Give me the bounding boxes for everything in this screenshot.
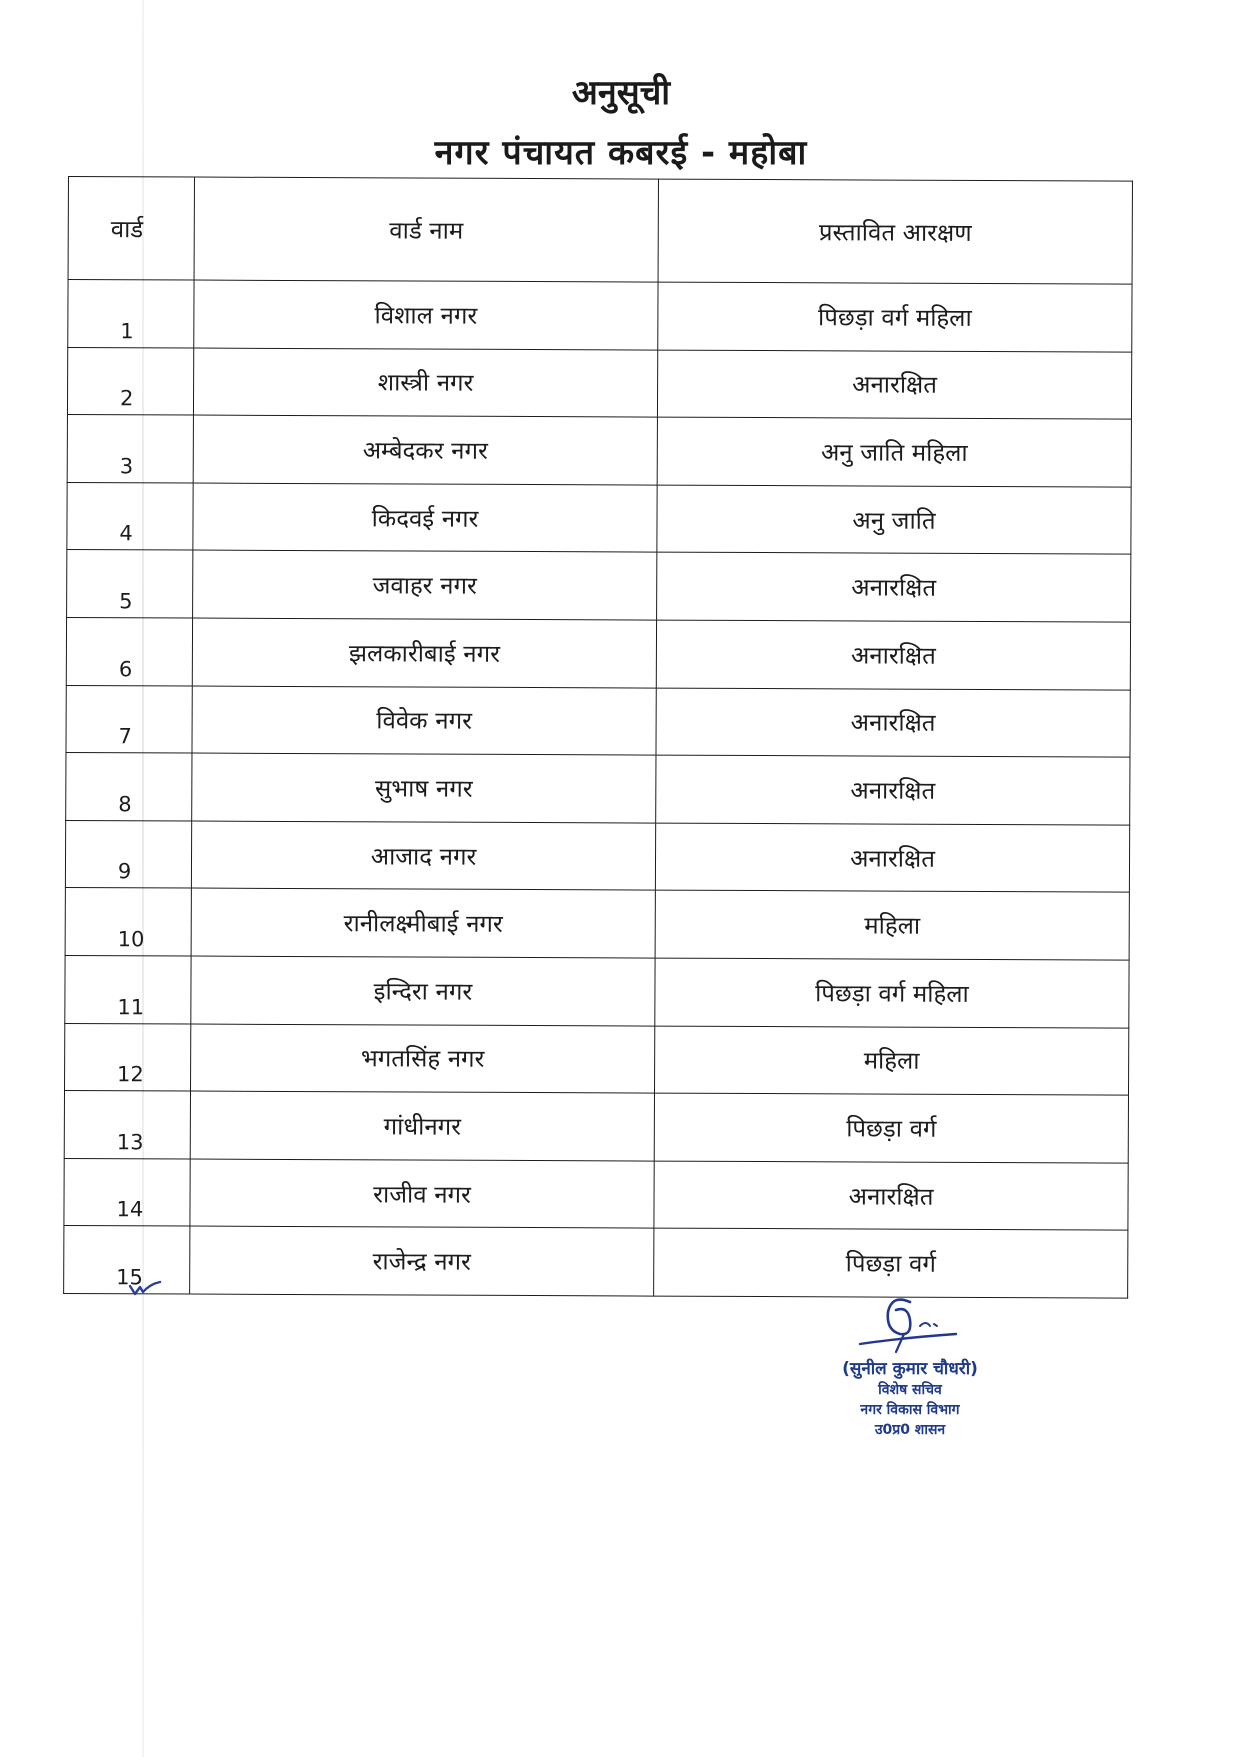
ward-reservation: महिला bbox=[655, 1026, 1129, 1096]
ward-number: 15 bbox=[64, 1226, 190, 1294]
ward-name: गांधीनगर bbox=[190, 1091, 654, 1161]
ward-reservation: अनु जाति bbox=[657, 485, 1131, 555]
ward-name: झलकारीबाई नगर bbox=[192, 618, 656, 688]
ward-reservation: पिछड़ा वर्ग bbox=[654, 1093, 1128, 1163]
table-row bbox=[67, 347, 1131, 419]
ward-name: राजेन्द्र नगर bbox=[190, 1226, 654, 1296]
table-row bbox=[67, 482, 1131, 554]
ward-reservation: अनारक्षित bbox=[657, 350, 1131, 420]
ward-reservation: अनारक्षित bbox=[656, 688, 1130, 758]
table-row bbox=[64, 1158, 1128, 1230]
table-row bbox=[66, 685, 1130, 757]
ward-reservation: पिछड़ा वर्ग bbox=[654, 1228, 1128, 1298]
ward-name: शास्त्री नगर bbox=[193, 348, 657, 418]
header-ward: वार्ड bbox=[68, 177, 194, 281]
table-row bbox=[66, 753, 1130, 825]
reservation-table bbox=[63, 176, 1133, 1299]
ward-number: 2 bbox=[67, 347, 193, 415]
ward-name: आजाद नगर bbox=[191, 821, 655, 891]
table-row bbox=[67, 550, 1131, 622]
table-row bbox=[65, 888, 1129, 960]
ward-name: इन्दिरा नगर bbox=[191, 956, 655, 1026]
signature-icon bbox=[800, 1290, 1020, 1360]
ward-number: 4 bbox=[67, 482, 193, 550]
ward-number: 5 bbox=[67, 550, 193, 618]
signatory-government: उ0प्र0 शासन bbox=[874, 1422, 946, 1438]
ward-reservation: अनारक्षित bbox=[657, 552, 1131, 622]
tick-mark-icon bbox=[128, 1278, 162, 1300]
table-row bbox=[64, 1091, 1128, 1163]
ward-reservation: अनारक्षित bbox=[656, 755, 1130, 825]
ward-number: 14 bbox=[64, 1158, 190, 1226]
ward-number: 9 bbox=[65, 820, 191, 888]
ward-name: रानीलक्ष्मीबाई नगर bbox=[191, 888, 655, 958]
signatory-name: (सुनील कुमार चौधरी) bbox=[842, 1359, 978, 1379]
ward-number: 11 bbox=[65, 955, 191, 1023]
signatory-department: नगर विकास विभाग bbox=[860, 1402, 960, 1418]
ward-name: विशाल नगर bbox=[194, 280, 658, 350]
table-row bbox=[64, 1226, 1128, 1298]
document-title: अनुसूची bbox=[571, 73, 671, 113]
ward-reservation: अनारक्षित bbox=[656, 620, 1130, 690]
ward-number: 3 bbox=[67, 415, 193, 483]
table-row bbox=[65, 820, 1129, 892]
ward-reservation: अनु जाति महिला bbox=[657, 417, 1131, 487]
table-row bbox=[65, 1023, 1129, 1095]
ward-name: किदवई नगर bbox=[193, 483, 657, 553]
document-subtitle: नगर पंचायत कबरई - महोबा bbox=[434, 133, 808, 173]
ward-number: 12 bbox=[65, 1023, 191, 1091]
table-header-row bbox=[68, 177, 1132, 285]
ward-name: विवेक नगर bbox=[192, 686, 656, 756]
ward-reservation: अनारक्षित bbox=[655, 823, 1129, 893]
ward-number: 1 bbox=[68, 280, 194, 348]
ward-reservation: अनारक्षित bbox=[654, 1161, 1128, 1231]
table-row bbox=[68, 280, 1132, 352]
ward-name: अम्बेदकर नगर bbox=[193, 415, 657, 485]
ward-name: राजीव नगर bbox=[190, 1159, 654, 1229]
ward-number: 13 bbox=[64, 1091, 190, 1159]
ward-name: भगतसिंह नगर bbox=[191, 1024, 655, 1094]
ward-number: 6 bbox=[66, 617, 192, 685]
ward-number: 10 bbox=[65, 888, 191, 956]
ward-number: 7 bbox=[66, 685, 192, 753]
ward-name: सुभाष नगर bbox=[192, 753, 656, 823]
signature-stamp bbox=[800, 1290, 1020, 1440]
table-row bbox=[66, 617, 1130, 689]
ward-reservation: पिछड़ा वर्ग महिला bbox=[658, 282, 1132, 352]
header-ward-name: वार्ड नाम bbox=[194, 177, 658, 282]
signatory-designation: विशेष सचिव bbox=[878, 1382, 942, 1398]
ward-reservation: महिला bbox=[655, 890, 1129, 960]
ward-number: 8 bbox=[66, 753, 192, 821]
ward-name: जवाहर नगर bbox=[193, 550, 657, 620]
ward-reservation: पिछड़ा वर्ग महिला bbox=[655, 958, 1129, 1028]
table-row bbox=[65, 955, 1129, 1027]
table-row bbox=[67, 415, 1131, 487]
header-reservation: प्रस्तावित आरक्षण bbox=[658, 179, 1132, 284]
